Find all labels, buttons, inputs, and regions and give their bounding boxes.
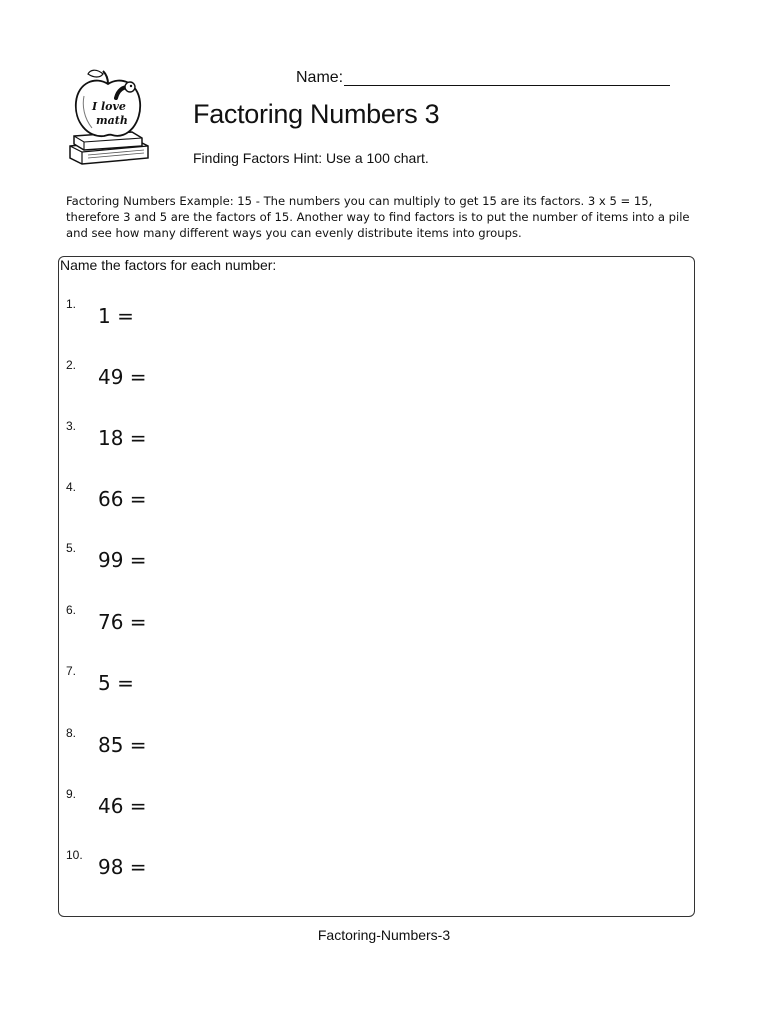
problem-number: 9. xyxy=(66,787,77,801)
problem-item xyxy=(59,419,359,453)
logo-text-line1: I love xyxy=(92,100,126,113)
problem-number: 5. xyxy=(66,541,77,555)
problem-number: 1. xyxy=(66,297,77,311)
problem-expression: 85 = xyxy=(98,733,147,757)
problem-expression: 18 = xyxy=(98,426,147,450)
problem-expression: 66 = xyxy=(98,487,147,511)
problem-item xyxy=(59,480,359,514)
name-blank-line[interactable] xyxy=(344,85,670,86)
problem-item xyxy=(59,297,359,331)
problem-item xyxy=(59,541,359,575)
problem-number: 3. xyxy=(66,419,77,433)
logo-text-line2: math xyxy=(96,114,128,127)
page-footer: Factoring-Numbers-3 xyxy=(317,927,451,943)
problem-number: 6. xyxy=(66,603,77,617)
problem-item xyxy=(59,848,359,882)
name-label: Name: xyxy=(296,69,344,86)
problem-number: 7. xyxy=(66,664,77,678)
apple-books-icon xyxy=(66,66,156,168)
problem-expression: 99 = xyxy=(98,548,147,572)
problem-expression: 98 = xyxy=(98,855,147,879)
problem-number: 10. xyxy=(66,848,83,862)
example-paragraph: Factoring Numbers Example: 15 - The numbers you can multiply to get 15 are its factors. 3 x 5 = 15, therefore 3 and 5 are the factors of 15. Another way to find factors is to put the number of items into a pile and see how many different ways you can evenly distribute items into groups. xyxy=(66,194,690,240)
problem-number: 4. xyxy=(66,480,77,494)
problem-expression: 76 = xyxy=(98,610,147,634)
i-love-math-logo xyxy=(66,66,156,168)
problem-number: 8. xyxy=(66,726,77,740)
problem-expression: 46 = xyxy=(98,794,147,818)
problem-item xyxy=(59,664,359,698)
hint-text: Finding Factors Hint: Use a 100 chart. xyxy=(193,150,429,166)
problem-item xyxy=(59,726,359,760)
problem-expression: 5 = xyxy=(98,671,134,695)
problem-item xyxy=(59,358,359,392)
problem-expression: 49 = xyxy=(98,365,147,389)
worksheet-box xyxy=(58,256,695,917)
problem-item xyxy=(59,603,359,637)
problem-item xyxy=(59,787,359,821)
problem-number: 2. xyxy=(66,358,77,372)
worksheet-instruction: Name the factors for each number: xyxy=(60,257,277,273)
problem-expression: 1 = xyxy=(98,304,134,328)
page-title: Factoring Numbers 3 xyxy=(193,99,440,129)
